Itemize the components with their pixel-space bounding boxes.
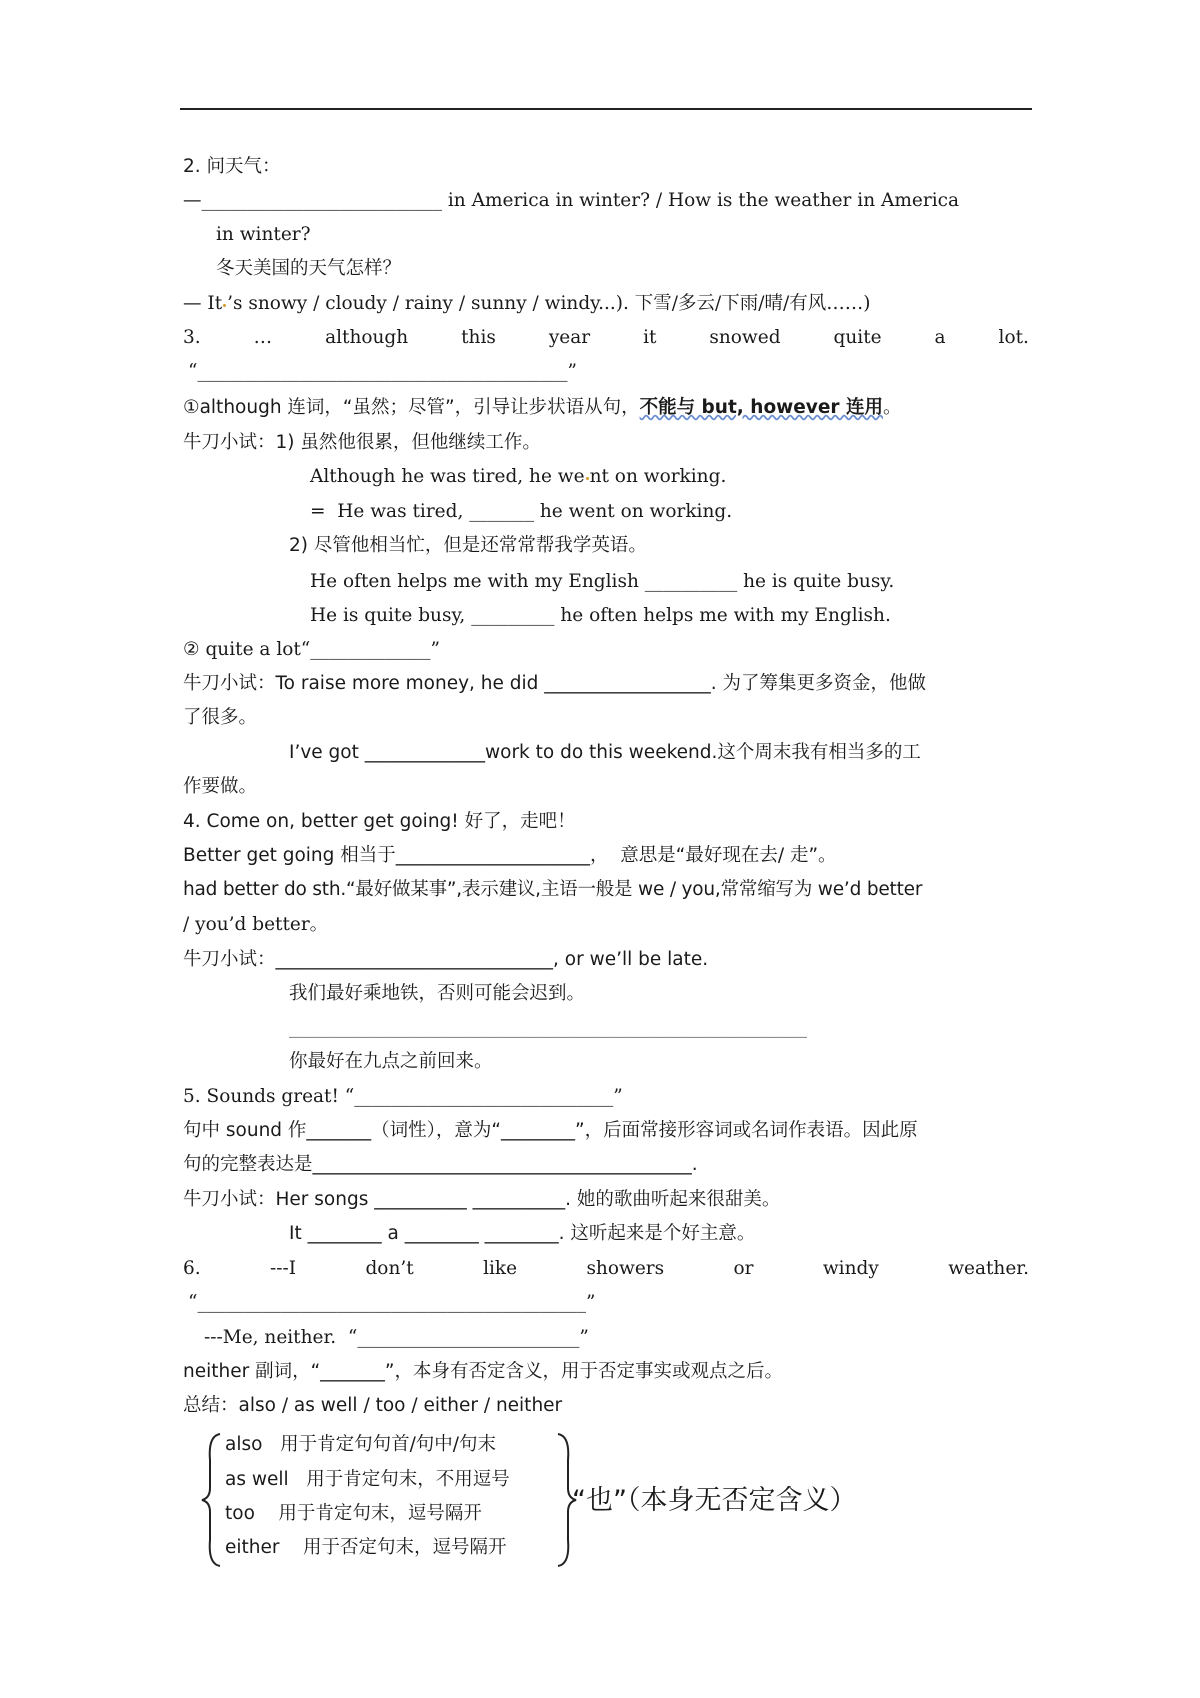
note-although <box>183 396 901 420</box>
note-although-emphasis: 不能与 but, however 连用 <box>639 397 883 418</box>
practice-1-heading: 牛刀小试：1) 虽然他很累，但他继续工作。 <box>183 432 541 453</box>
item-5-heading: 5. Sounds great! “____________________________” <box>183 1086 623 1107</box>
word: … <box>253 327 273 348</box>
word: ---I <box>270 1258 297 1279</box>
line-me-neither: ---Me, neither. “________________________” <box>204 1327 589 1348</box>
word: windy <box>822 1258 879 1279</box>
note-had-better: had better do sth.“最好做某事”,表示建议,主语一般是 we / you,常常缩写为 we’d better <box>183 879 923 900</box>
note-had-better-cont: / you’d better。 <box>183 914 329 935</box>
left-brace <box>202 1434 220 1566</box>
practice-1-blank: = He was tired, _______ he went on working. <box>310 501 733 522</box>
word: or <box>733 1258 754 1279</box>
line-weather-question: —__________________________ in America in winter? / How is the weather in America <box>183 190 959 211</box>
summary-heading: 总结：also / as well / too / either / neither <box>183 1395 563 1416</box>
practice-3-second: I’ve got _____________work to do this weekend.这个周末我有相当多的工 <box>289 742 921 763</box>
blank-translation-6: “__________________________________________” <box>188 1292 596 1313</box>
line-weather-translation: 冬天美国的天气怎样？ <box>216 258 402 279</box>
item-6-sentence <box>183 1257 1029 1281</box>
summary-row-as-well: as well 用于肯定句末，不用逗号 <box>225 1469 510 1490</box>
item-3-sentence <box>183 326 1029 350</box>
practice-5-second: It ________ a ________ ________. 这听起来是个好主意。 <box>289 1223 756 1244</box>
sentence-part: nt on working. <box>589 466 727 487</box>
practice-5-line: 牛刀小试：Her songs __________ __________. 她的歌曲听起来很甜美。 <box>183 1189 781 1210</box>
summary-row-either: either 用于否定句末，逗号隔开 <box>225 1537 507 1558</box>
word: although <box>325 327 409 348</box>
practice-2-heading: 2) 尽管他相当忙，但是还常常帮我学英语。 <box>289 535 647 556</box>
answer-body: ’s snowy / cloudy / rainy / sunny / windy...). 下雪/多云/下雨/晴/有风……) <box>227 293 871 314</box>
practice-4-answer-blank: ________________________________________________________ <box>289 1017 807 1038</box>
word: weather. <box>948 1258 1029 1279</box>
practice-3-second-cont: 作要做。 <box>183 776 258 797</box>
note-sound: 句中 sound 作_______（词性），意为“________”，后面常接形容词或名词作表语。因此原 <box>183 1120 918 1141</box>
practice-1-sentence <box>310 465 726 489</box>
summary-note: “也”（本身无否定含义） <box>572 1485 857 1516</box>
mark-dot <box>223 304 226 307</box>
answer-dash: — It <box>183 293 223 314</box>
practice-2-blank-a: He often helps me with my English __________ he is quite busy. <box>310 571 895 592</box>
word: year <box>548 327 591 348</box>
blank-translation-3: “________________________________________” <box>188 361 577 382</box>
note-sound-cont: 句的完整表达是_________________________________________. <box>183 1154 698 1175</box>
note-better-get-going: Better get going 相当于_____________________， 意思是“最好现在去/ 走”。 <box>183 845 837 866</box>
note-neither: neither 副词，“_______”，本身有否定含义，用于否定事实或观点之后。 <box>183 1361 784 1382</box>
mark-dot <box>586 477 589 480</box>
practice-4-translation: 我们最好乘地铁，否则可能会迟到。 <box>289 983 586 1004</box>
word: snowed <box>709 327 781 348</box>
summary-row-too: too 用于肯定句末，逗号隔开 <box>225 1503 482 1524</box>
line-weather-answer <box>183 292 870 316</box>
practice-4-second: 你最好在九点之前回来。 <box>289 1051 493 1072</box>
word: lot. <box>998 327 1029 348</box>
note-although-end: 。 <box>882 397 902 418</box>
line-weather-question-cont: in winter? <box>216 224 311 245</box>
practice-3-cont: 了很多。 <box>183 707 258 728</box>
word: this <box>461 327 496 348</box>
word: a <box>934 327 946 348</box>
practice-2-blank-b: He is quite busy, _________ he often helps me with my English. <box>310 605 891 626</box>
word: like <box>483 1258 518 1279</box>
summary-row-also: also 用于肯定句句首/句中/句末 <box>225 1434 497 1455</box>
word: 3. <box>183 327 201 348</box>
note-although-text: ①although 连词，“虽然；尽管”，引导让步状语从句， <box>183 397 640 418</box>
item-2-heading: 2. 问天气： <box>183 156 281 177</box>
practice-3-line: 牛刀小试：To raise more money, he did __________________. 为了筹集更多资金，他做 <box>183 673 927 694</box>
item-4-heading: 4. Come on, better get going! 好了，走吧！ <box>183 811 576 832</box>
practice-4-line: 牛刀小试：______________________________, or we’ll be late. <box>183 949 709 970</box>
word: 6. <box>183 1258 201 1279</box>
word: showers <box>586 1258 665 1279</box>
word: quite <box>833 327 882 348</box>
word: don’t <box>365 1258 414 1279</box>
sentence-part: Although he was tired, he we <box>310 466 585 487</box>
header-rule <box>180 108 1032 110</box>
word: it <box>643 327 657 348</box>
note-quite-a-lot: ② quite a lot“_____________” <box>183 639 440 660</box>
